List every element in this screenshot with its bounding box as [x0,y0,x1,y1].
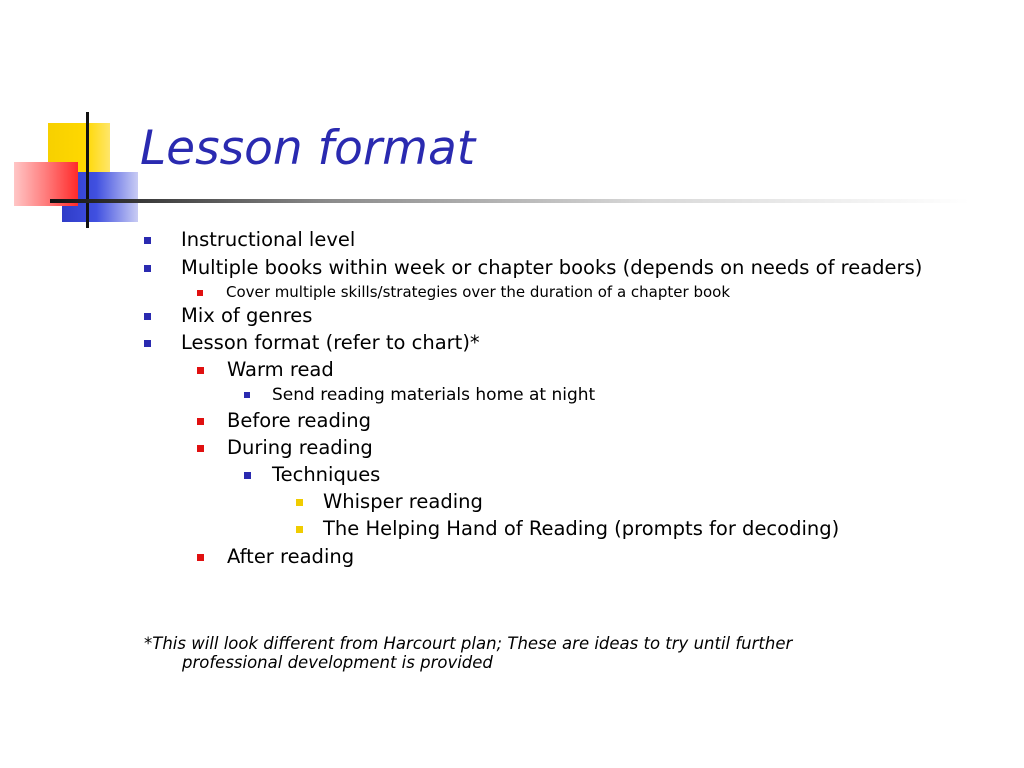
square-bullet-icon [296,499,303,506]
bullet-item [181,329,480,356]
sub-sub-bullet-item [272,383,595,407]
bullet-item [181,254,922,281]
level4-bullet-item [323,515,839,542]
footnote-line: professional development is provided [182,653,493,672]
bullet-text: Techniques [272,463,381,486]
bullet-text: During reading [227,436,373,459]
square-bullet-icon [197,554,204,561]
square-bullet-icon [144,265,151,272]
level4-bullet-item [323,488,483,515]
bullet-text: Before reading [227,409,372,432]
bullet-text: Multiple books within week or chapter books (depends on needs of readers) [181,256,923,279]
bullet-text: The Helping Hand of Reading (prompts for decoding) [323,517,840,540]
sub-bullet-item [227,543,354,570]
square-bullet-icon [197,367,204,374]
sub-bullet-item [227,356,334,383]
sub-bullet-item [227,434,373,461]
square-bullet-icon [197,445,204,452]
square-bullet-icon [144,313,151,320]
bullet-text: Instructional level [181,228,356,251]
square-bullet-icon [244,472,251,479]
square-bullet-icon [197,290,203,296]
bullet-text: Mix of genres [181,304,313,327]
sub-bullet-item [226,282,730,302]
bullet-text: Lesson format (refer to chart)* [181,331,480,354]
square-bullet-icon [244,392,250,398]
square-bullet-icon [144,237,151,244]
bullet-text: Whisper reading [323,490,483,513]
bullet-item [181,226,355,253]
footnote [144,634,924,672]
bullet-text: After reading [227,545,355,568]
bullet-text: Warm read [227,358,334,381]
footnote-line: *This will look different from Harcourt plan; These are ideas to try until further [144,634,793,653]
decorative-vertical-line [86,112,89,228]
bullet-text: Send reading materials home at night [272,385,596,405]
sub-bullet-item [227,407,371,434]
square-bullet-icon [296,526,303,533]
slide-title: Lesson format [140,121,476,176]
square-bullet-icon [144,340,151,347]
bullet-item [181,302,312,329]
title-underline-rule [50,199,970,203]
sub-sub-bullet-item [272,461,380,488]
bullet-text: Cover multiple skills/strategies over the duration of a chapter book [226,283,731,301]
square-bullet-icon [197,418,204,425]
